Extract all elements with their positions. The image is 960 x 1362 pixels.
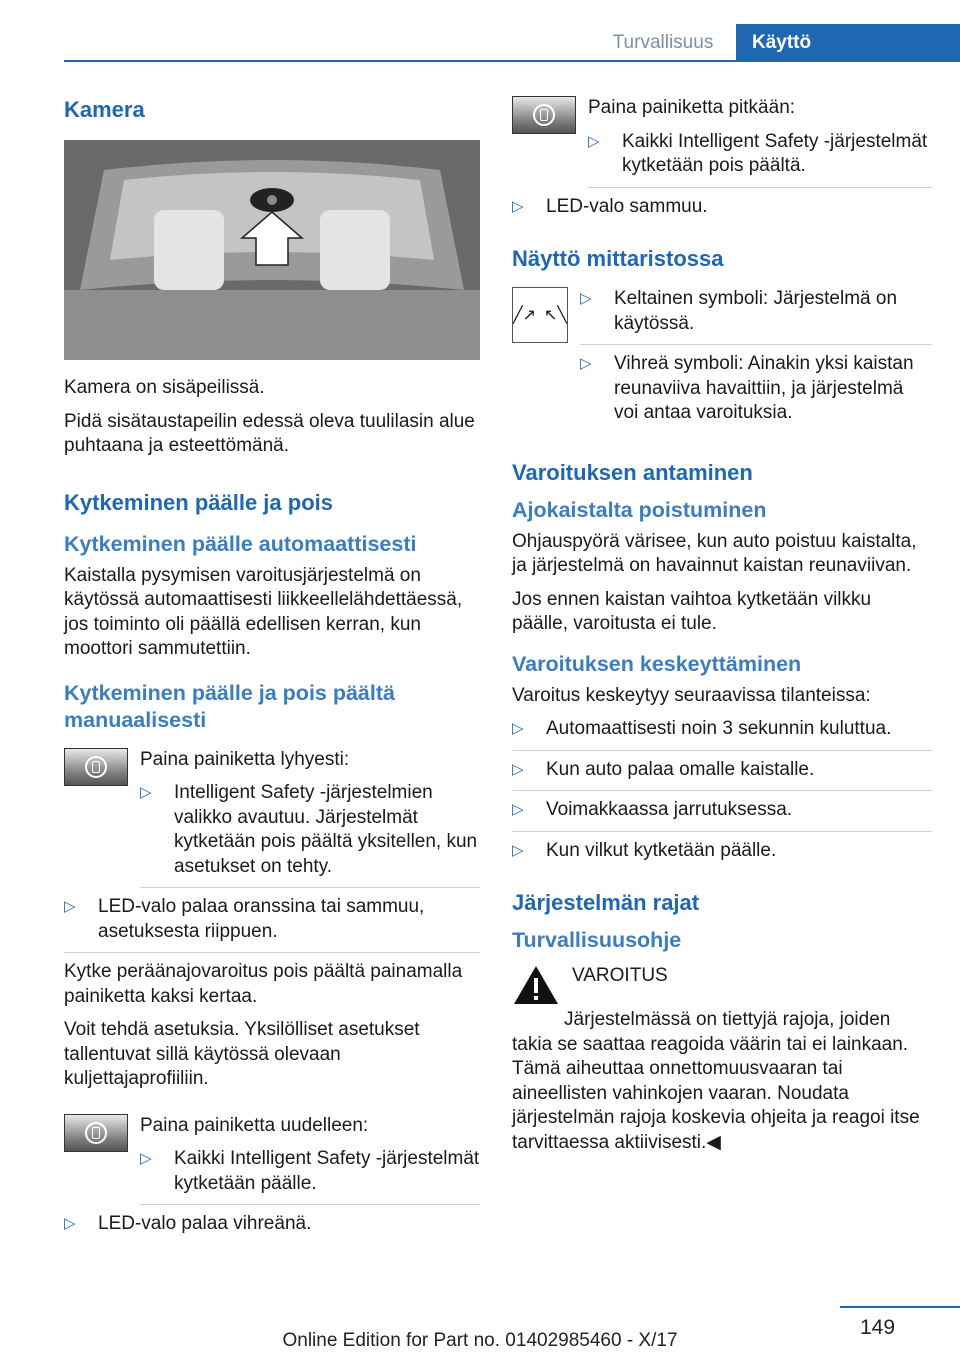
- heading-interrupt: Varoituksen keskeyttäminen: [512, 651, 802, 676]
- warning-text: Järjestelmässä on tiettyjä rajoja, joiden takia se saattaa reagoida väärin tai ei lainkaan. Tämä aiheuttaa onnettomuusvaaran tai aineellisten vahinkojen vaaran. Noudata järjestelmän rajoja koskevia ohjeita ja reagoi itse tarvittaessa aktiivisesti.◀: [512, 1009, 920, 1153]
- list-item: ▷ Kaikki Intelligent Safety -järjestelmät kytketään päälle.: [140, 1147, 480, 1205]
- left-column: [64, 96, 480, 1252]
- list-item: ▷ LED-valo palaa vihreänä.: [64, 1212, 480, 1245]
- press-again-text: Paina painiketta uudelleen:: [140, 1114, 369, 1136]
- page-rule: [840, 1306, 960, 1308]
- header-rule: [64, 60, 960, 62]
- heading-limits: Järjestelmän rajat: [512, 890, 700, 915]
- camera-text-1: Kamera on sisäpeilissä.: [64, 377, 265, 398]
- long-press-block: [512, 96, 932, 195]
- interrupt-text: Varoitus keskeytyy seuraavissa tilanteissa:: [512, 684, 871, 706]
- lane-text-1: Ohjauspyörä värisee, kun auto poistuu kaistalta, ja järjestelmä on havainnut kaistan reunaviivan.: [512, 530, 917, 576]
- right-column: [512, 96, 932, 1164]
- camera-photo: [64, 140, 480, 360]
- press-short-text: Paina painiketta lyhyesti:: [140, 748, 350, 770]
- list-item: ▷ Voimakkaassa jarrutuksessa.: [512, 798, 932, 832]
- list-item: ▷ Kun auto palaa omalle kaistalle.: [512, 758, 932, 792]
- edition-footer: Online Edition for Part no. 01402985460 - X/17: [282, 1330, 678, 1351]
- list-item: ▷ Intelligent Safety -järjestelmien valikko avautuu. Järjestelmät kytketään pois päältä yksitellen, kun asetukset on tehty.: [140, 781, 480, 888]
- heading-onoff: Kytkeminen päälle ja pois: [64, 489, 333, 515]
- safety-button-icon: [512, 96, 576, 134]
- tab-turvallisuus[interactable]: Turvallisuus: [590, 24, 736, 60]
- lane-symbol-icon: ╱↗ ↖╲: [512, 287, 568, 343]
- heading-auto: Kytkeminen päälle automaattisesti: [64, 531, 417, 556]
- twice-text: Kytke peräänajovaroitus pois päältä painamalla painiketta kaksi kertaa.: [64, 961, 463, 1007]
- safety-button-icon: [64, 748, 128, 786]
- display-block: [512, 287, 932, 441]
- lane-text-2: Jos ennen kaistan vaihtoa kytketään vilkku päälle, varoitusta ei tule.: [512, 588, 872, 634]
- settings-text: Voit tehdä asetuksia. Yksilölliset asetukset tallentuvat sillä käytössä olevaan kuljettajaprofiiliin.: [64, 1019, 420, 1089]
- auto-text: Kaistalla pysymisen varoitusjärjestelmä on käytössä automaattisesti liikkeellelähdettäessä, jos toiminto oli päällä edellisen kerran, kun moottori sammutettiin.: [64, 564, 463, 659]
- list-item: ▷ LED-valo palaa oranssina tai sammuu, asetuksesta riippuen.: [64, 895, 480, 953]
- again-press-block: [64, 1114, 480, 1213]
- list-item: ▷ Keltainen symboli: Järjestelmä on käytössä.: [580, 287, 932, 345]
- heading-warning: Varoituksen antaminen: [512, 459, 753, 485]
- heading-display: Näyttö mittaristossa: [512, 246, 724, 271]
- heading-manual: Kytkeminen päälle ja pois päältä manuaalisesti: [64, 680, 395, 732]
- warning-label: VAROITUS: [572, 965, 668, 986]
- list-item: ▷ Automaattisesti noin 3 sekunnin kuluttua.: [512, 717, 932, 751]
- warning-block: [512, 964, 932, 1006]
- short-press-block: [64, 748, 480, 896]
- heading-safety: Turvallisuusohje: [512, 928, 682, 952]
- page-number: 149: [860, 1316, 896, 1339]
- list-item: ▷ Kun vilkut kytketään päälle.: [512, 839, 932, 872]
- press-long-text: Paina painiketta pitkään:: [588, 97, 796, 118]
- camera-title: Kamera: [64, 97, 145, 122]
- list-item: ▷ Kaikki Intelligent Safety -järjestelmät kytketään pois päältä.: [588, 130, 932, 188]
- list-item: ▷ LED-valo sammuu.: [512, 195, 932, 228]
- list-item: ▷ Vihreä symboli: Ainakin yksi kaistan reunaviiva havaittiin, ja järjestelmä voi antaa varoituksia.: [580, 352, 932, 434]
- safety-button-icon: [64, 1114, 128, 1152]
- warning-icon: [512, 964, 560, 1006]
- camera-text-2: Pidä sisätaustapeilin edessä oleva tuulilasin alue puhtaana ja esteettömänä.: [64, 410, 475, 456]
- tab-kaytto[interactable]: Käyttö: [736, 24, 960, 62]
- heading-lane: Ajokaistalta poistuminen: [512, 497, 767, 522]
